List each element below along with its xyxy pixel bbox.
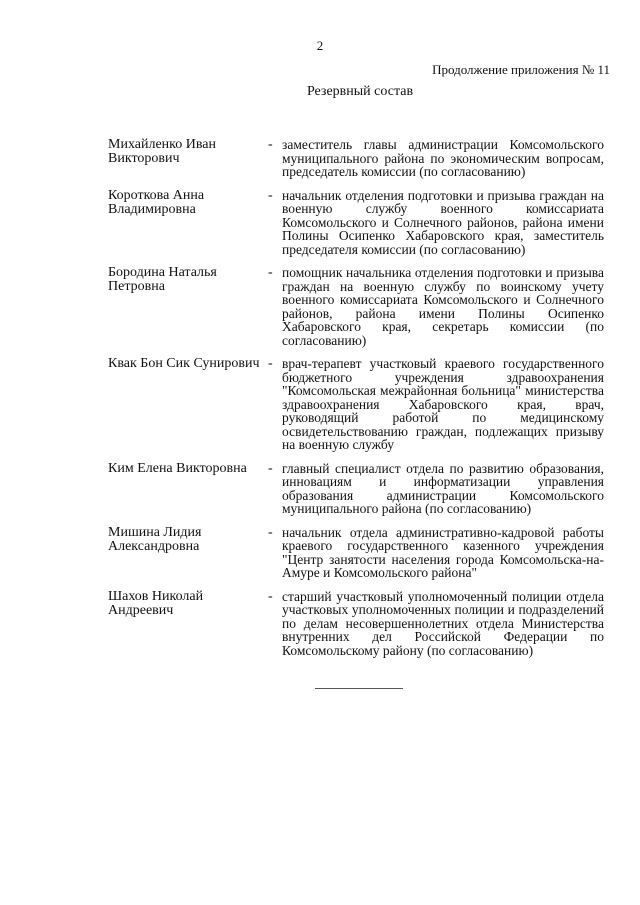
member-entry bbox=[108, 189, 604, 257]
appendix-continuation-note: Продолжение приложения № 11 bbox=[432, 62, 610, 77]
member-dash: - bbox=[268, 356, 273, 371]
member-entry bbox=[108, 266, 604, 347]
member-dash: - bbox=[268, 265, 273, 280]
member-name: Шахов Николай Андреевич bbox=[108, 588, 204, 618]
member-role: врач-терапевт участковый краевого государственного бюджетного учреждения здравоохранения "Комсомольская межрайонная больница" министерства здравоохранения Хабаровского края, врач, руководящий работой по медицинскому освидетельствованию граждан, подлежащих призыву на военную службу bbox=[282, 356, 604, 452]
member-name: Бородина Наталья Петровна bbox=[108, 265, 217, 294]
member-entry bbox=[108, 590, 604, 658]
reserve-members-list bbox=[108, 138, 604, 667]
member-role: помощник начальника отделения подготовки и призыва граждан на военную службу по воинскому учету военного комиссариата Комсомольского и Солнечного районов, района имени Полины Осипенко Хабаровского края, секретарь комиссии (по согласованию) bbox=[282, 265, 604, 348]
member-name: Ким Елена Викторовна bbox=[108, 460, 247, 476]
page-number: 2 bbox=[316, 38, 324, 53]
member-name: Короткова Анна Владимировна bbox=[108, 187, 205, 217]
member-dash: - bbox=[268, 588, 273, 604]
member-dash: - bbox=[268, 187, 273, 203]
member-entry bbox=[108, 526, 604, 580]
member-role: главный специалист отдела по развитию образования, инновациям и информатизации управления образования администрации Комсомольского муниципального района (по согласованию) bbox=[282, 460, 604, 516]
member-dash: - bbox=[268, 460, 273, 476]
member-entry bbox=[108, 462, 604, 516]
member-role: заместитель главы администрации Комсомольского муниципального района по экономическим вопросам, председатель комиссии (по согласованию) bbox=[282, 137, 604, 179]
member-role: старший участковый уполномоченный полиции отдела участковых уполномоченных полиции и подразделений по делам несовершеннолетних отдела Министерства внутренних дел Российской Федерации по Комсомольскому району (по согласованию) bbox=[282, 588, 604, 658]
member-dash: - bbox=[268, 137, 273, 152]
member-name: Михайленко Иван Викторович bbox=[108, 137, 216, 166]
member-entry bbox=[108, 357, 604, 452]
end-of-document-rule bbox=[315, 688, 403, 689]
member-name: Квак Бон Сик Сунирович bbox=[108, 356, 260, 371]
member-dash: - bbox=[268, 524, 273, 540]
member-entry bbox=[108, 138, 604, 179]
member-role: начальник отделения подготовки и призыва граждан на военную службу военного комиссариата Комсомольского и Солнечного районов, района имени Полины Осипенко Хабаровского края, заместитель председателя комиссии (по согласованию) bbox=[282, 187, 604, 257]
section-title: Резервный состав bbox=[306, 84, 414, 99]
member-role: начальник отдела административно-кадровой работы краевого государственного казенного учреждения "Центр занятости населения города Комсомольска-на-Амуре и Комсомольского района" bbox=[282, 524, 604, 580]
member-name: Мишина Лидия Александровна bbox=[108, 524, 202, 554]
